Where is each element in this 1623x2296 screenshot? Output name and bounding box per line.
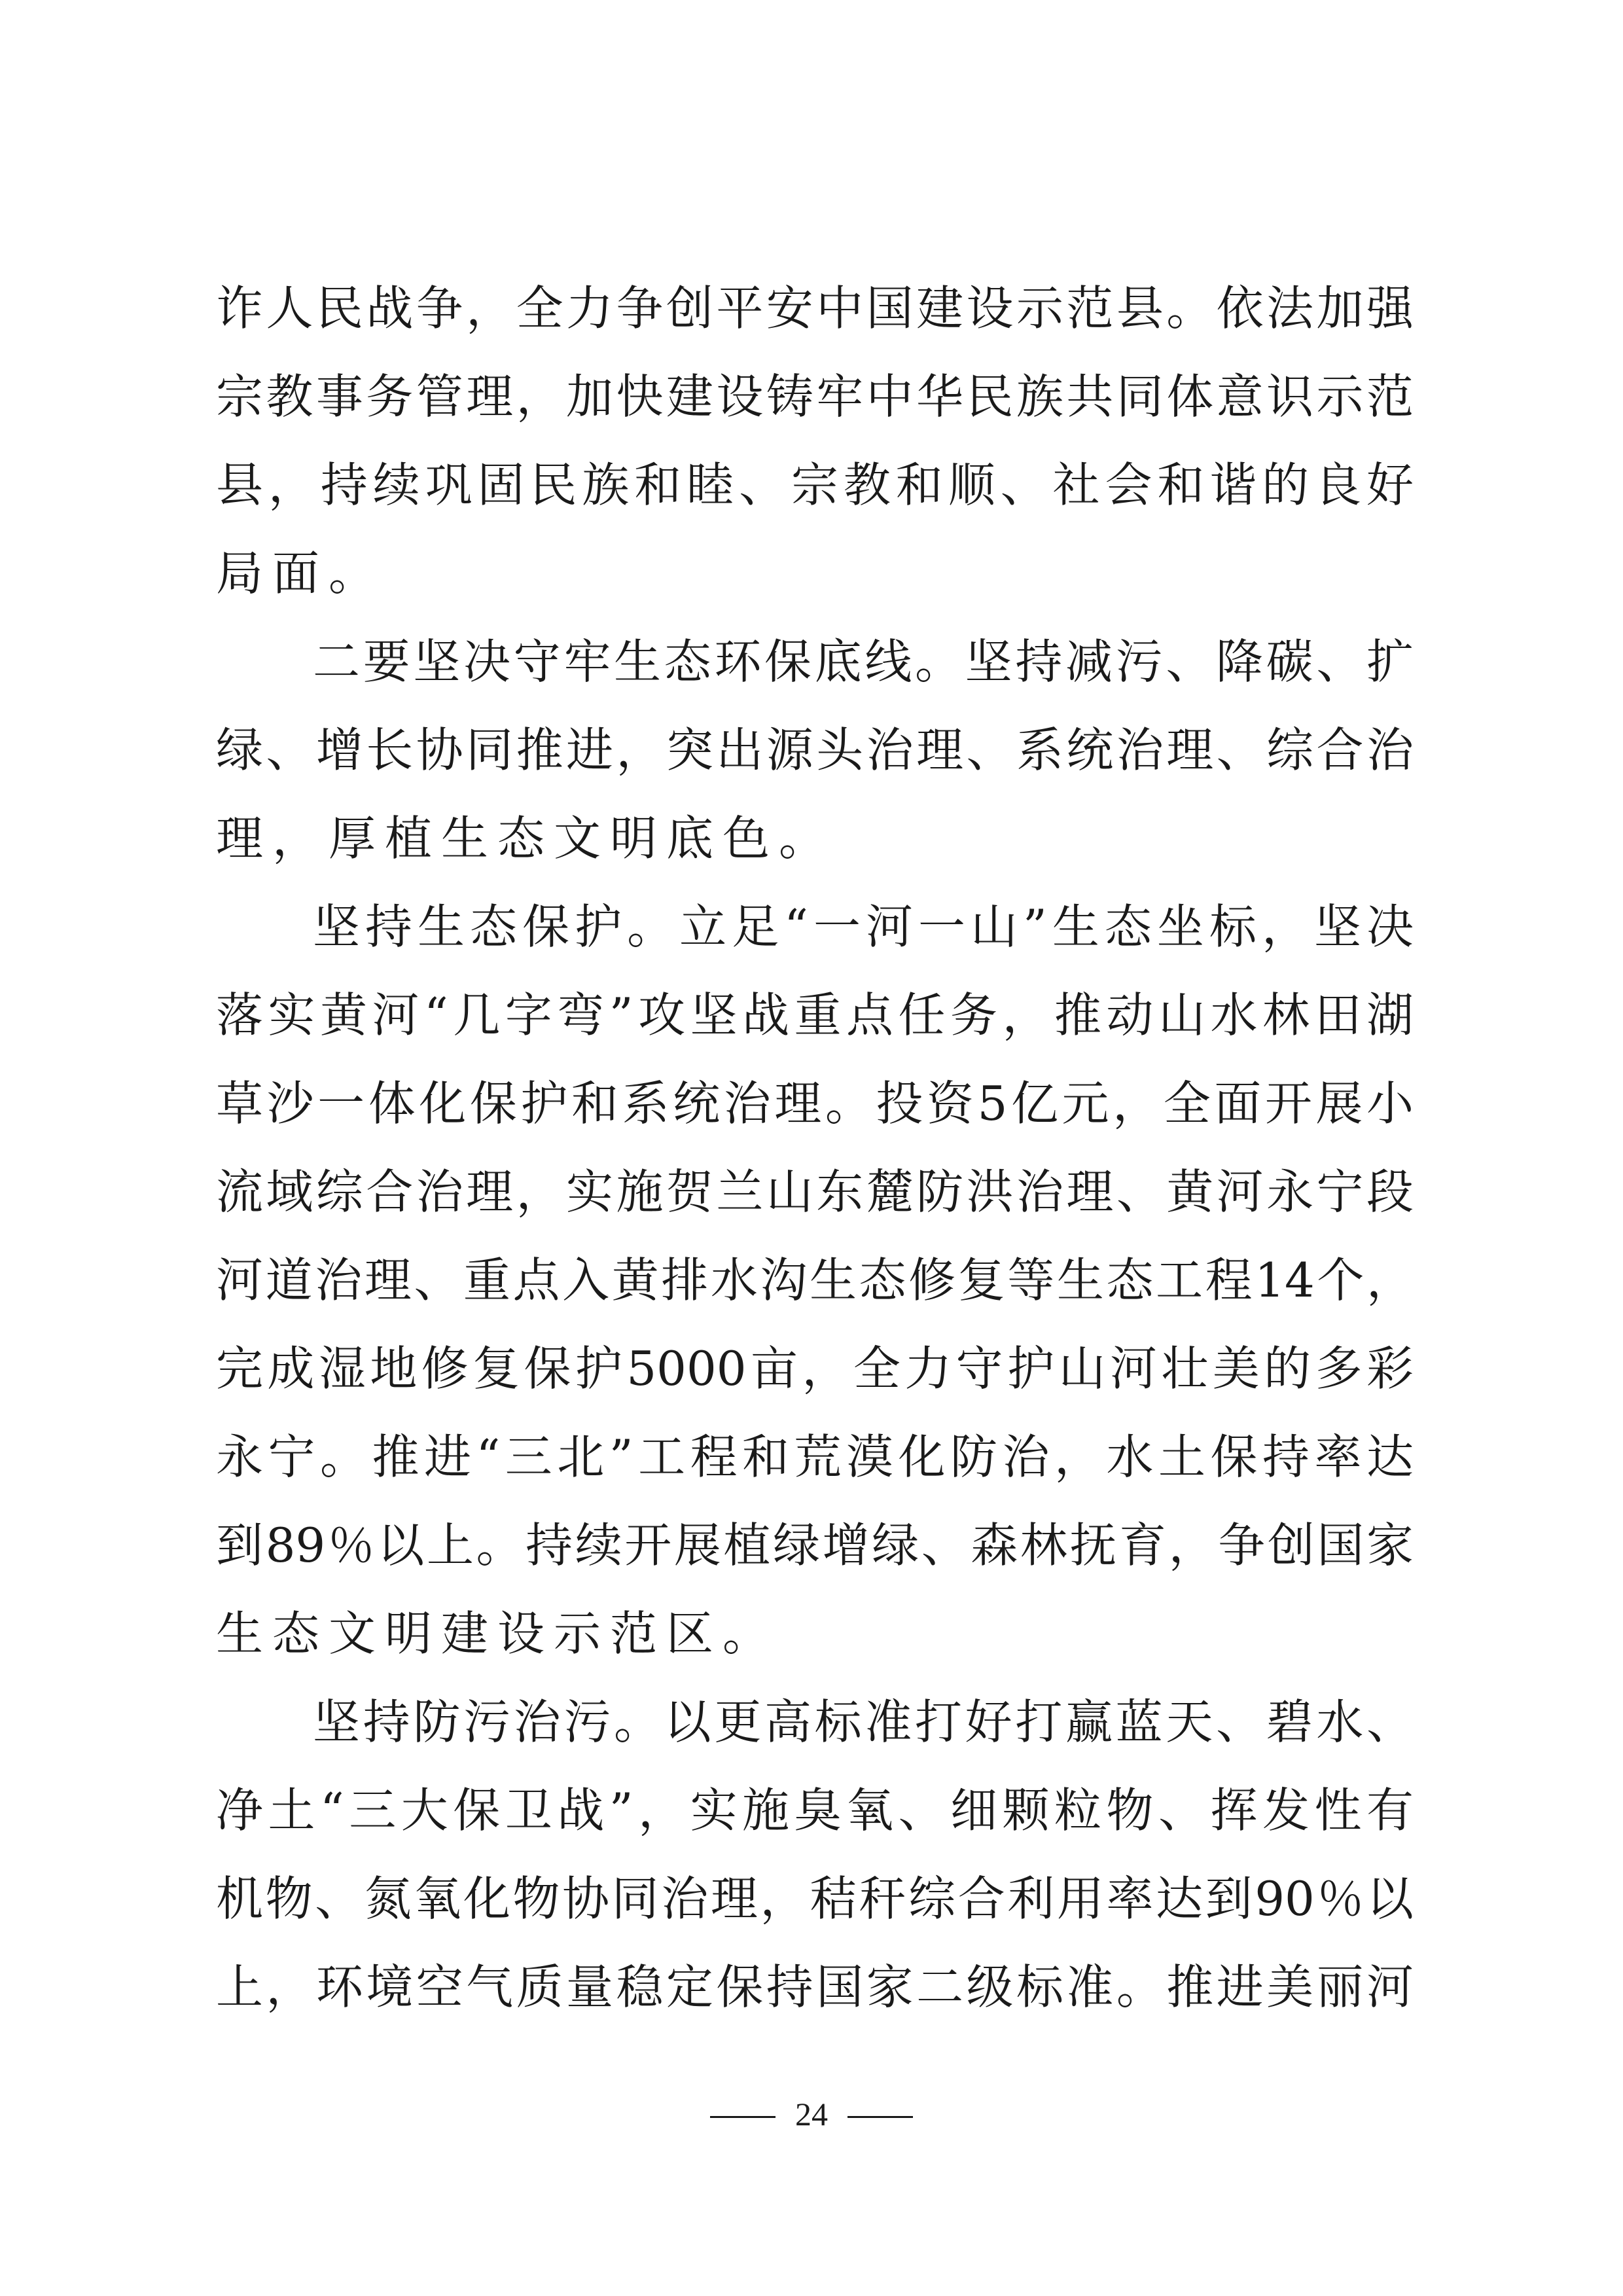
text-line: 县，持续巩固民族和睦、宗教和顺、社会和谐的良好 [216, 457, 1414, 512]
text-line: 完成湿地修复保护5000亩，全力守护山河壮美的多彩 [216, 1341, 1414, 1396]
text-line: 上，环境空气质量稳定保持国家二级标准。推进美丽河 [216, 1960, 1414, 2015]
text-line: 永宁。推进“三北”工程和荒漠化防治，水土保持率达 [216, 1429, 1414, 1484]
text-line: 理，厚植生态文明底色。 [216, 811, 836, 866]
body-text [216, 264, 1414, 2032]
text-line: 河道治理、重点入黄排水沟生态修复等生态工程14个， [216, 1253, 1414, 1308]
right-dash [847, 2116, 913, 2118]
text-line: 绿、增长协同推进，突出源头治理、系统治理、综合治 [216, 723, 1414, 778]
page-footer [0, 2094, 1623, 2134]
text-line: 落实黄河“几字弯”攻坚战重点任务，推动山水林田湖 [216, 988, 1414, 1043]
text-line: 诈人民战争，全力争创平安中国建设示范县。依法加强 [216, 281, 1414, 336]
text-line: 宗教事务管理，加快建设铸牢中华民族共同体意识示范 [216, 369, 1414, 424]
text-line: 草沙一体化保护和系统治理。投资5亿元，全面开展小 [216, 1076, 1414, 1131]
text-line: 局面。 [216, 546, 385, 601]
paragraph-heading-line: 坚持防污治污。以更高标准打好打赢蓝天、碧水、 [313, 1695, 1414, 1749]
text-line: 净土“三大保卫战”，实施臭氧、细颗粒物、挥发性有 [216, 1783, 1414, 1838]
text-line: 生态文明建设示范区。 [216, 1606, 779, 1661]
left-dash [710, 2116, 776, 2118]
text-line: 到89％以上。持续开展植绿增绿、森林抚育，争创国家 [216, 1518, 1414, 1573]
paragraph-heading-line: 二要坚决守牢生态环保底线。坚持减污、降碳、扩 [313, 634, 1414, 689]
text-line: 流域综合治理，实施贺兰山东麓防洪治理、黄河永宁段 [216, 1164, 1414, 1219]
text-line: 机物、氮氧化物协同治理，秸秆综合利用率达到90％以 [216, 1871, 1414, 1926]
paragraph-heading-line: 坚持生态保护。立足“一河一山”生态坐标，坚决 [313, 899, 1414, 954]
page-number: 24 [795, 2096, 828, 2132]
